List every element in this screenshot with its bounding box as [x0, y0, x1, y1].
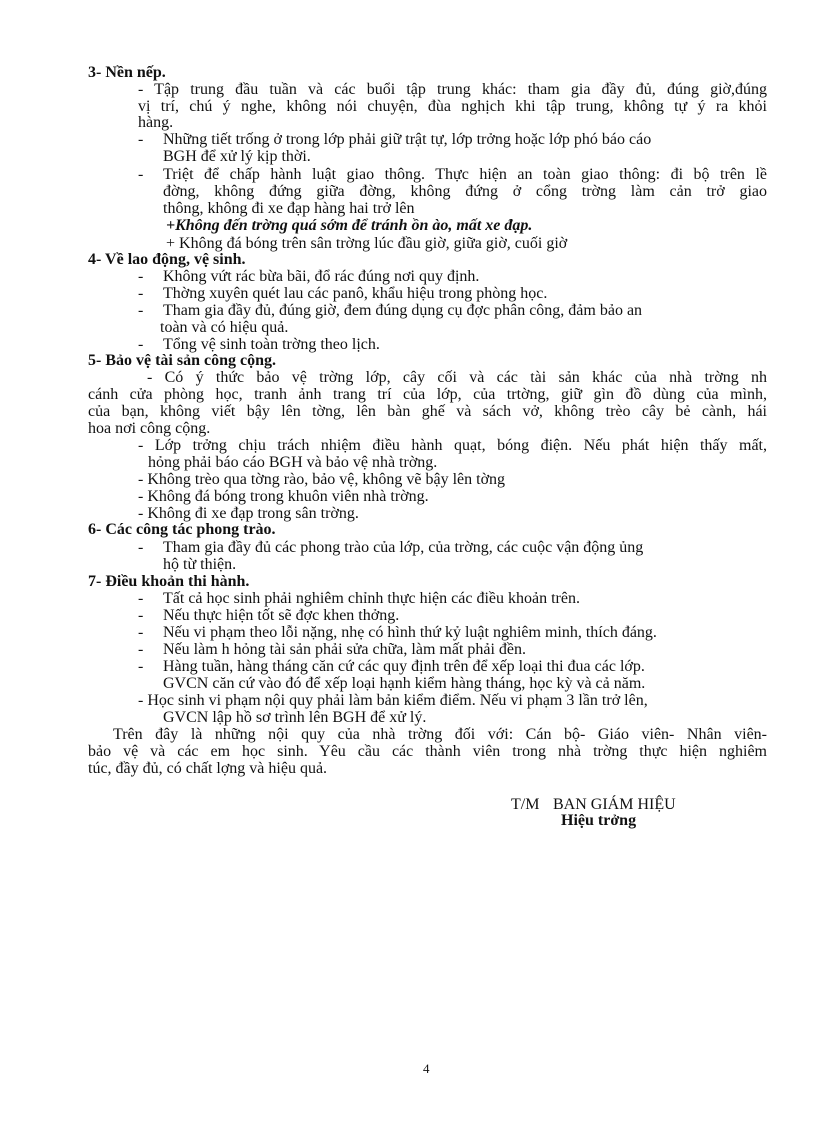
- s3-line-3: hàng.: [138, 114, 174, 131]
- s4-dash-4: -: [138, 336, 144, 353]
- s5-line-1: - Có ý thức bảo vệ trờng lớp, cây cối và các tài sản khác của nhà trờng nh: [147, 369, 767, 386]
- s3-line-6: Triệt để chấp hành luật giao thông. Thực hiện an toàn giao thông: đi bộ trên lề: [163, 166, 767, 183]
- s3-line-5: BGH để xử lý kịp thời.: [163, 148, 311, 165]
- s5-line-9: - Không đi xe đạp trong sân trờng.: [138, 505, 359, 522]
- s4-dash-3: -: [138, 302, 144, 319]
- s3-line-7: đờng, không đứng giữa đờng, không đứng ở cổng trờng làm cản trở giao: [163, 183, 767, 200]
- s5-line-6: hỏng phải báo cáo BGH và bảo vệ nhà trờng.: [148, 454, 438, 471]
- s5-line-8: - Không đá bóng trong khuôn viên nhà trờng.: [138, 488, 429, 505]
- s7-line-5: Hàng tuần, hàng tháng căn cứ các quy định trên để xếp loại thi đua các lớp.: [163, 658, 645, 675]
- s6-line-2: hộ từ thiện.: [163, 556, 237, 573]
- s7-line-7: - Học sinh vi phạm nội quy phải làm bản kiểm điểm. Nếu vi phạm 3 lần trở lên,: [138, 692, 648, 709]
- s6-line-1: Tham gia đầy đủ các phong trào của lớp, của trờng, các cuộc vận động ủng: [163, 539, 644, 556]
- s3-note-1: +Không đến trờng quá sớm để tránh ồn ào, mất xe đạp.: [166, 217, 533, 234]
- s7-line-8: GVCN lập hồ sơ trình lên BGH để xử lý.: [163, 709, 427, 726]
- s7-dash-2: -: [138, 607, 144, 624]
- s4-dash-1: -: [138, 268, 144, 285]
- s7-dash-5: -: [138, 658, 144, 675]
- section-3-heading: 3- Nền nếp.: [88, 64, 166, 81]
- signature-board: BAN GIÁM HIỆU: [553, 796, 676, 813]
- s5-line-5: - Lớp trởng chịu trách nhiệm điều hành quạt, bóng điện. Nếu phát hiện thấy mất,: [138, 437, 767, 454]
- s5-line-3: của bạn, không viết bậy lên tờng, lên bàn ghế và sách vở, không trèo cây bẻ cành, hái: [88, 403, 767, 420]
- signature-title: Hiệu trởng: [561, 812, 637, 829]
- s7-line-4: Nếu làm h hỏng tài sản phải sửa chữa, làm mất phải đền.: [163, 641, 527, 658]
- s4-line-3: Tham gia đầy đủ, đúng giờ, đem đúng dụng cụ đợc phân công, đảm bảo an: [163, 302, 643, 319]
- s7-dash-3: -: [138, 624, 144, 641]
- closing-line-3: túc, đầy đủ, có chất lợng và hiệu quả.: [88, 760, 328, 777]
- page-number: 4: [423, 1061, 430, 1076]
- s4-line-1: Không vứt rác bừa bãi, đổ rác đúng nơi quy định.: [163, 268, 480, 285]
- s5-line-4: hoa nơi công cộng.: [88, 420, 211, 437]
- section-4-heading: 4- Về lao động, vệ sinh.: [88, 251, 246, 268]
- s5-line-7: - Không trèo qua tờng rào, bảo vệ, không vẽ bậy lên tờng: [138, 471, 506, 488]
- signature-tm: T/M: [511, 796, 540, 813]
- s3-line-2: vị trí, chú ý nghe, không nói chuyện, đùa nghịch khi tập trung, không tự ý ra khỏi: [138, 98, 767, 115]
- s3-line-4: Những tiết trống ở trong lớp phải giữ trật tự, lớp trởng hoặc lớp phó báo cáo: [163, 131, 652, 148]
- s4-line-2: Thờng xuyên quét lau các panô, khẩu hiệu trong phòng học.: [163, 285, 548, 302]
- s3-line-1: - Tập trung đầu tuần và các buổi tập trung khác: tham gia đầy đủ, đúng giờ,đúng: [138, 81, 767, 98]
- s7-dash-4: -: [138, 641, 144, 658]
- s4-dash-2: -: [138, 285, 144, 302]
- s3-dash-2: -: [138, 166, 144, 183]
- s4-line-5: Tổng vệ sinh toàn trờng theo lịch.: [163, 336, 380, 353]
- section-5-heading: 5- Bảo vệ tài sản công cộng.: [88, 352, 276, 369]
- s3-dash-1: -: [138, 131, 144, 148]
- s7-line-2: Nếu thực hiện tốt sẽ đợc khen thởng.: [163, 607, 400, 624]
- s3-note-2: + Không đá bóng trên sân trờng lúc đầu giờ, giữa giờ, cuối giờ: [166, 235, 568, 252]
- s4-line-4: toàn và có hiệu quả.: [160, 319, 289, 336]
- s7-line-6: GVCN căn cứ vào đó để xếp loại hạnh kiểm hàng tháng, học kỳ và cả năm.: [163, 675, 646, 692]
- s6-dash-1: -: [138, 539, 144, 556]
- s7-line-3: Nếu vi phạm theo lỗi nặng, nhẹ có hình thứ kỷ luật nghiêm minh, thích đáng.: [163, 624, 657, 641]
- section-6-heading: 6- Các công tác phong trào.: [88, 521, 276, 538]
- closing-line-1: Trên đây là những nội quy của nhà trờng đối với: Cán bộ- Giáo viên- Nhân viên-: [113, 726, 767, 743]
- s7-line-1: Tất cả học sinh phải nghiêm chỉnh thực hiện các điều khoản trên.: [163, 590, 580, 607]
- closing-line-2: bảo vệ và các em học sinh. Yêu cầu các thành viên trong nhà trờng thực hiện nghiêm: [88, 743, 767, 760]
- section-7-heading: 7- Điều khoản thi hành.: [88, 573, 250, 590]
- s5-line-2: cánh cửa phòng học, tranh ảnh trang trí của lớp, của trtờng, giữ gìn đồ dùng của mình,: [88, 386, 767, 403]
- s7-dash-1: -: [138, 590, 144, 607]
- s3-line-8: thông, không đi xe đạp hàng hai trở lên: [163, 200, 415, 217]
